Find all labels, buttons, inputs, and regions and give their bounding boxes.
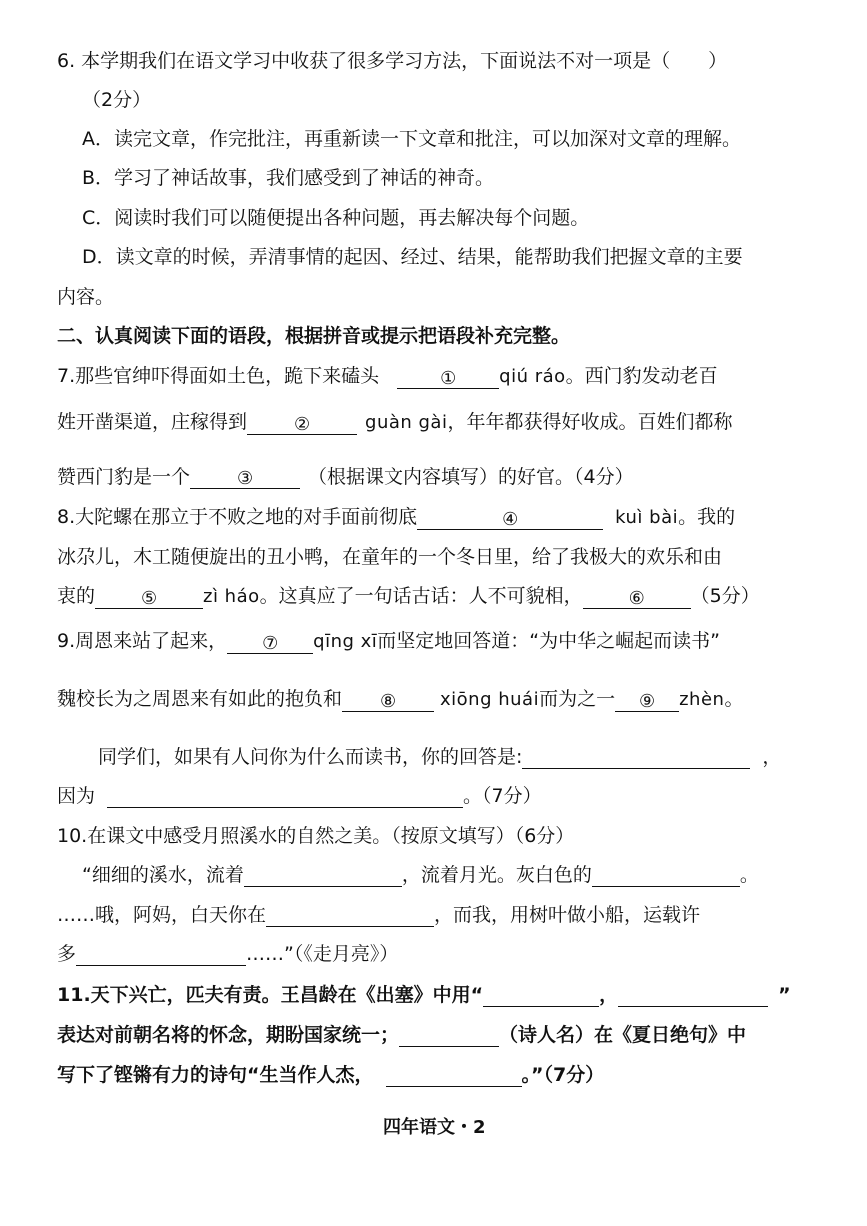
q9-text-f: 同学们，如果有人问你为什么而读书，你的回答是: bbox=[98, 746, 523, 768]
q10-text-b: “细细的溪水，流着 bbox=[82, 864, 244, 886]
q9-text-e: 。 bbox=[724, 688, 744, 710]
page-footer: 四年语文・2 bbox=[383, 1117, 486, 1138]
blank-marker: ⑤ bbox=[140, 588, 158, 609]
q7-blank-3[interactable] bbox=[190, 466, 300, 489]
q6-option-a: A．读完文章，作完批注，再重新读一下文章和批注，可以加深对文章的理解。 bbox=[82, 128, 741, 150]
q10-text-g: 多 bbox=[57, 943, 77, 965]
q11-text-d: 表达对前朝名将的怀念，期盼国家统一； bbox=[57, 1024, 400, 1046]
q9-text-h: 因为 bbox=[57, 785, 96, 807]
blank-marker: ② bbox=[293, 414, 311, 435]
blank-marker: ③ bbox=[236, 468, 254, 489]
pinyin-hint: guàn gài bbox=[365, 412, 448, 433]
q7-text-e: 赞西门豹是一个 bbox=[57, 466, 191, 488]
q11-blank-2[interactable] bbox=[618, 984, 768, 1007]
q11-line2 bbox=[57, 1023, 746, 1047]
q11-line1 bbox=[57, 983, 791, 1007]
q9-text-b: 而坚定地回答道：“为中华之崛起而读书” bbox=[377, 630, 720, 652]
q8-line3 bbox=[57, 584, 760, 609]
q9-answer-blank[interactable] bbox=[522, 746, 750, 769]
q8-blank-4[interactable] bbox=[417, 507, 603, 530]
q9-blank-8[interactable] bbox=[342, 689, 434, 712]
q11-text-e: （诗人名）在《夏日绝句》中 bbox=[499, 1024, 747, 1046]
q11-blank-1[interactable] bbox=[483, 984, 599, 1007]
q10-blank-3[interactable] bbox=[266, 904, 434, 927]
q9-text-a: 9.周恩来站了起来， bbox=[57, 630, 228, 652]
q9-line2 bbox=[57, 687, 743, 712]
q9-blank-7[interactable] bbox=[227, 631, 313, 654]
q11-text-b: ， bbox=[599, 984, 619, 1006]
q8-line1 bbox=[57, 505, 735, 530]
q10-text-e: ……哦，阿妈，白天你在 bbox=[57, 904, 267, 926]
pinyin-hint: kuì bài bbox=[615, 507, 679, 528]
q9-text-g: ， bbox=[762, 746, 782, 768]
q10-text-f: ，而我，用树叶做小船，运载许 bbox=[434, 904, 701, 926]
q10-blank-4[interactable] bbox=[76, 943, 246, 966]
q10-text-d: 。 bbox=[739, 864, 759, 886]
q6-option-d: D．读文章的时候，弄清事情的起因、经过、结果，能帮助我们把握文章的主要 bbox=[82, 246, 743, 268]
blank-marker: ⑨ bbox=[639, 691, 656, 712]
q10-text-h: ……”（《走月亮》） bbox=[246, 943, 399, 965]
q11-poet-blank[interactable] bbox=[399, 1024, 499, 1047]
q8-text-f: （5分） bbox=[690, 585, 760, 607]
blank-marker: ① bbox=[440, 368, 457, 389]
q7-line1 bbox=[57, 364, 718, 389]
q7-text-b: 。西门豹发动老百 bbox=[565, 365, 718, 387]
pinyin-hint: qiú ráo bbox=[499, 366, 566, 387]
pinyin-hint: qīng xī bbox=[313, 631, 378, 652]
q8-text-d: 衷的 bbox=[57, 585, 96, 607]
q8-blank-5[interactable] bbox=[95, 586, 203, 609]
section-heading: 二、认真阅读下面的语段，根据拼音或提示把语段补充完整。 bbox=[57, 325, 571, 347]
q6-score: （2分） bbox=[82, 89, 152, 111]
q11-text-g: 。”（7分） bbox=[521, 1064, 605, 1086]
q8-blank-6[interactable] bbox=[583, 586, 691, 609]
blank-marker: ⑦ bbox=[262, 633, 279, 654]
q10-blank-1[interactable] bbox=[244, 864, 402, 887]
q7-line2 bbox=[57, 410, 732, 435]
q6-option-b: B．学习了神话故事，我们感受到了神话的神奇。 bbox=[82, 167, 495, 189]
q7-text-d: ，年年都获得好收成。百姓们都称 bbox=[447, 411, 733, 433]
q11-line3 bbox=[57, 1063, 604, 1087]
q6-stem: 6. 本学期我们在语文学习中收获了很多学习方法，下面说法不对一项是（ ） bbox=[57, 50, 728, 72]
q7-blank-2[interactable] bbox=[247, 412, 357, 435]
q9-reason-blank[interactable] bbox=[107, 785, 463, 808]
q6-option-d-cont: 内容。 bbox=[57, 286, 115, 308]
q9-line3 bbox=[98, 745, 781, 769]
blank-marker: ④ bbox=[502, 509, 519, 530]
q11-text-f: 写下了铿锵有力的诗句“生当作人杰， bbox=[57, 1064, 374, 1086]
q9-text-d: 而为之一 bbox=[539, 688, 616, 710]
q10-stem: 10.在课文中感受月照溪水的自然之美。（按原文填写）（6分） bbox=[57, 825, 575, 847]
q10-line2 bbox=[82, 863, 759, 887]
q7-line3 bbox=[57, 465, 634, 489]
q8-text-b: 。我的 bbox=[678, 506, 736, 528]
q9-blank-9[interactable] bbox=[615, 689, 679, 712]
q10-text-c: ，流着月光。灰白色的 bbox=[401, 864, 592, 886]
q6-option-c: C．阅读时我们可以随便提出各种问题，再去解决每个问题。 bbox=[82, 207, 590, 229]
q7-text-a: 7.那些官绅吓得面如土色，跪下来磕头 bbox=[57, 365, 380, 387]
q8-text-e: 。这真应了一句话古话：人不可貌相， bbox=[259, 585, 583, 607]
q9-line4 bbox=[57, 784, 542, 808]
blank-marker: ⑥ bbox=[628, 588, 645, 609]
blank-marker: ⑧ bbox=[379, 691, 397, 712]
q9-line1 bbox=[57, 629, 720, 654]
q9-text-i: 。（7分） bbox=[463, 785, 542, 807]
q10-line3 bbox=[57, 903, 700, 927]
q8-text-a: 8.大陀螺在那立于不败之地的对手面前彻底 bbox=[57, 506, 418, 528]
q8-line2: 冰尕儿，木工随便旋出的丑小鸭，在童年的一个冬日里，给了我极大的欢乐和由 bbox=[57, 546, 723, 568]
q10-line4 bbox=[57, 942, 398, 966]
q10-blank-2[interactable] bbox=[592, 864, 740, 887]
pinyin-hint: xiōng huái bbox=[440, 689, 540, 710]
pinyin-hint: zì háo bbox=[203, 586, 260, 607]
pinyin-hint: zhèn bbox=[679, 689, 725, 710]
q7-blank-1[interactable] bbox=[397, 366, 499, 389]
q11-text-a: 11.天下兴亡，匹夫有责。王昌龄在《出塞》中用“ bbox=[57, 984, 484, 1006]
q7-text-f: （根据课文内容填写）的好官。（4分） bbox=[308, 466, 634, 488]
q11-text-c: ” bbox=[778, 984, 791, 1006]
q9-text-c: 魏校长为之周恩来有如此的抱负和 bbox=[57, 688, 343, 710]
q11-blank-3[interactable] bbox=[386, 1064, 522, 1087]
q7-text-c: 姓开凿渠道，庄稼得到 bbox=[57, 411, 248, 433]
